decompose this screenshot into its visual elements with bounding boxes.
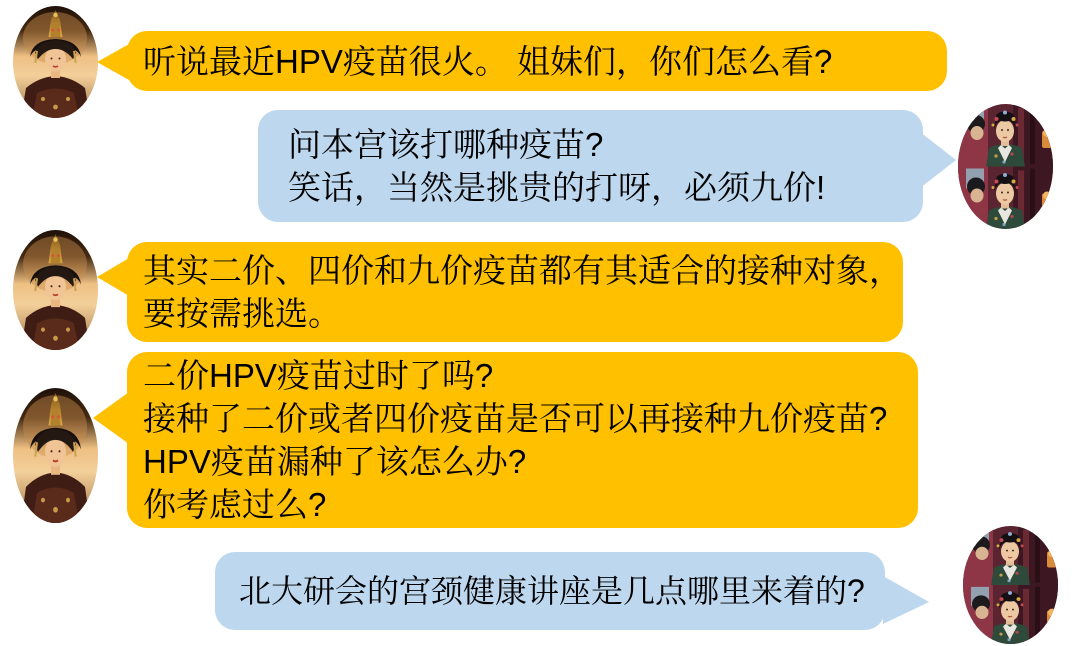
empress-avatar[interactable] — [13, 230, 98, 350]
empress-avatar[interactable] — [13, 6, 98, 118]
message-bubble-5 — [215, 552, 885, 630]
message-bubble-2 — [258, 110, 923, 222]
message-line: 要按需挑选。 — [143, 295, 341, 332]
consort-avatar[interactable] — [963, 526, 1058, 644]
message-line: 接种了二价或者四价疫苗是否可以再接种九价疫苗? — [143, 400, 888, 437]
consort-avatar-image — [958, 104, 1053, 229]
empress-avatar-image — [13, 388, 98, 523]
bubble-tail-left-3 — [97, 258, 129, 296]
message-line: 问本宫该打哪种疫苗? — [288, 126, 604, 163]
bubble-tail-left-1 — [97, 44, 129, 80]
empress-avatar-image — [13, 6, 98, 118]
message-line: 听说最近HPV疫苗很火。 姐妹们，你们怎么看? — [143, 42, 833, 80]
message-bubble-3 — [127, 242, 903, 342]
empress-avatar-image — [13, 230, 98, 350]
message-line: 北大研会的宫颈健康讲座是几点哪里来着的? — [239, 572, 865, 609]
bubble-tail-right-2 — [920, 130, 956, 192]
message-line: 笑话，当然是挑贵的打呀，必须九价! — [288, 169, 826, 206]
message-bubble-4 — [127, 352, 918, 528]
message-line: 其实二价、四价和九价疫苗都有其适合的接种对象， — [143, 252, 902, 289]
empress-avatar[interactable] — [13, 388, 98, 523]
message-line: 你考虑过么? — [143, 486, 327, 523]
bubble-tail-left-4 — [93, 392, 129, 444]
consort-avatar[interactable] — [958, 104, 1053, 229]
consort-avatar-image — [963, 526, 1058, 644]
message-bubble-1 — [127, 31, 947, 91]
message-line: HPV疫苗漏种了该怎么办? — [143, 443, 527, 480]
bubble-tail-right-5 — [883, 574, 929, 626]
message-line: 二价HPV疫苗过时了吗? — [143, 357, 494, 394]
